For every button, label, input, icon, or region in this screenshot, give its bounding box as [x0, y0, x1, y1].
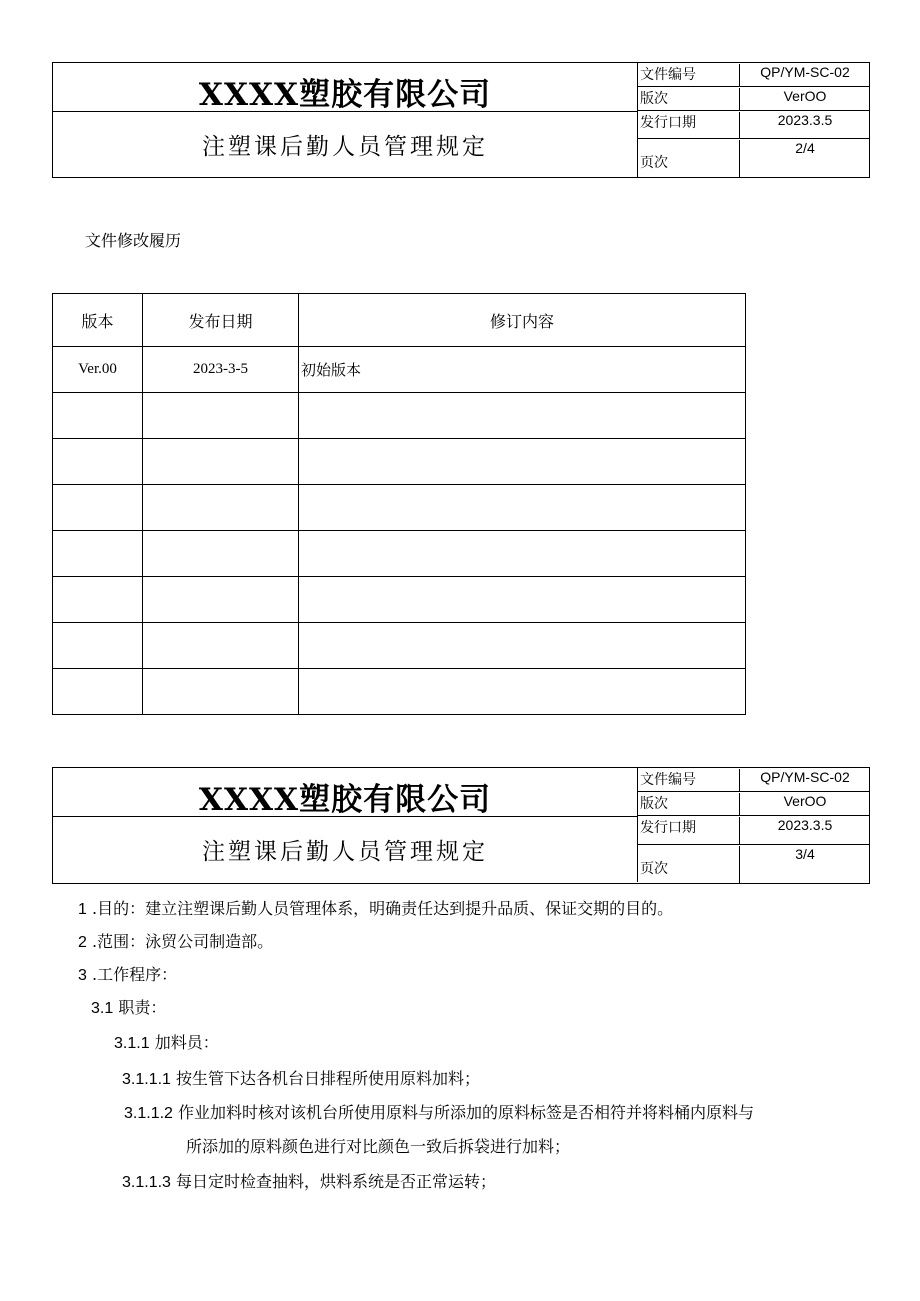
- meta-row-version: [638, 792, 870, 816]
- table-cell: [299, 577, 746, 623]
- column-header: 发布日期: [143, 294, 299, 347]
- meta-row-page: [638, 139, 870, 177]
- table-cell: [299, 439, 746, 485]
- document-title: 注塑课后勤人员管理规定: [202, 839, 488, 865]
- section-number: 3.1.1.1: [122, 1071, 171, 1088]
- table-row: [53, 531, 746, 577]
- meta-label: 文件编号: [640, 772, 696, 788]
- meta-row-page: [638, 845, 870, 883]
- meta-label: 文件编号: [640, 67, 696, 83]
- meta-label: 页次: [640, 155, 668, 171]
- table-row: [53, 393, 746, 439]
- section-3-1-1-1: [122, 1066, 480, 1089]
- header-meta-table: [637, 768, 870, 882]
- meta-row-doc-number: [638, 768, 870, 792]
- section-3-1: [91, 995, 166, 1018]
- table-cell: [299, 623, 746, 669]
- section-text: 所添加的原料颜色进行对比颜色一致后拆袋进行加料；: [186, 1137, 571, 1156]
- table-cell: [143, 669, 299, 715]
- meta-row-issue-date: [638, 111, 870, 139]
- section-text: 职责：: [118, 998, 167, 1017]
- column-header: 修订内容: [299, 294, 746, 347]
- table-cell: [53, 439, 143, 485]
- section-2: [78, 929, 273, 952]
- document-header-bottom: [52, 767, 870, 884]
- section-text: 加料员：: [154, 1033, 219, 1052]
- meta-label: 发行口期: [640, 115, 696, 131]
- table-cell: Ver.00: [53, 347, 143, 393]
- table-cell: [143, 531, 299, 577]
- section-number: 3.1.1.3: [122, 1174, 171, 1191]
- table-cell: 初始版本: [299, 347, 746, 393]
- table-row: [53, 485, 746, 531]
- table-cell: [53, 531, 143, 577]
- table-cell: [299, 531, 746, 577]
- table-cell: [143, 623, 299, 669]
- meta-value: 3/4: [739, 846, 870, 884]
- section-3-1-1-2: [124, 1100, 754, 1123]
- table-row: [53, 439, 746, 485]
- revision-history-title: 文件修改履历: [85, 231, 182, 250]
- section-text: .范围：泳贸公司制造部。: [92, 932, 274, 951]
- table-row: [53, 347, 746, 393]
- meta-value: VerOO: [739, 88, 870, 111]
- section-text: .目的：建立注塑课后勤人员管理体系，明确责任达到提升品质、保证交期的目的。: [92, 899, 674, 918]
- meta-value: 2/4: [739, 140, 870, 178]
- section-3-1-1: [114, 1030, 219, 1053]
- header-meta-table: [637, 63, 870, 177]
- title-row: [53, 111, 637, 177]
- section-number: 3.1.1.2: [124, 1105, 173, 1122]
- meta-value: QP/YM-SC-02: [739, 64, 870, 87]
- document-title: 注塑课后勤人员管理规定: [202, 134, 488, 160]
- meta-label: 页次: [640, 861, 668, 877]
- company-name: XXXX塑胶有限公司: [198, 782, 492, 818]
- section-3-1-1-2-continued: [186, 1134, 570, 1157]
- table-cell: [53, 623, 143, 669]
- table-row: [53, 623, 746, 669]
- table-cell: [53, 393, 143, 439]
- company-name: XXXX塑胶有限公司: [198, 77, 492, 113]
- table-cell: [299, 393, 746, 439]
- section-number: 3.1: [91, 1000, 114, 1017]
- table-cell: 2023-3-5: [143, 347, 299, 393]
- section-3: [78, 962, 177, 985]
- table-cell: [299, 485, 746, 531]
- table-cell: [299, 669, 746, 715]
- table-cell: [143, 485, 299, 531]
- table-cell: [143, 439, 299, 485]
- meta-value: 2023.3.5: [739, 112, 870, 139]
- table-cell: [53, 669, 143, 715]
- meta-row-version: [638, 87, 870, 111]
- revision-history-table: [52, 293, 746, 715]
- column-header: 版本: [53, 294, 143, 347]
- document-header-top: [52, 62, 870, 178]
- table-row: [53, 669, 746, 715]
- meta-row-issue-date: [638, 816, 870, 845]
- table-cell: [53, 577, 143, 623]
- section-text: 按生管下达各机台日排程所使用原料加料；: [176, 1069, 481, 1088]
- table-cell: [143, 577, 299, 623]
- table-row: [53, 577, 746, 623]
- title-row: [53, 816, 637, 882]
- section-text: 每日定时检查抽料，烘料系统是否正常运转；: [176, 1172, 497, 1191]
- section-number: 1: [78, 901, 87, 918]
- meta-label: 版次: [640, 91, 668, 107]
- section-text: .工作程序：: [92, 965, 178, 984]
- meta-label: 发行口期: [640, 820, 696, 836]
- section-3-1-1-3: [122, 1169, 496, 1192]
- table-cell: [143, 393, 299, 439]
- meta-value: VerOO: [739, 793, 870, 816]
- table-cell: [53, 485, 143, 531]
- table-header-row: [53, 294, 746, 347]
- company-row: [53, 768, 637, 817]
- company-row: [53, 63, 637, 112]
- meta-label: 版次: [640, 796, 668, 812]
- meta-row-doc-number: [638, 63, 870, 87]
- section-number: 2: [78, 934, 87, 951]
- section-text: 作业加料时核对该机台所使用原料与所添加的原料标签是否相符并将料桶内原料与: [178, 1103, 755, 1122]
- section-number: 3.1.1: [114, 1035, 150, 1052]
- meta-value: 2023.3.5: [739, 817, 870, 845]
- section-number: 3: [78, 967, 87, 984]
- meta-value: QP/YM-SC-02: [739, 769, 870, 792]
- section-1: [78, 896, 673, 919]
